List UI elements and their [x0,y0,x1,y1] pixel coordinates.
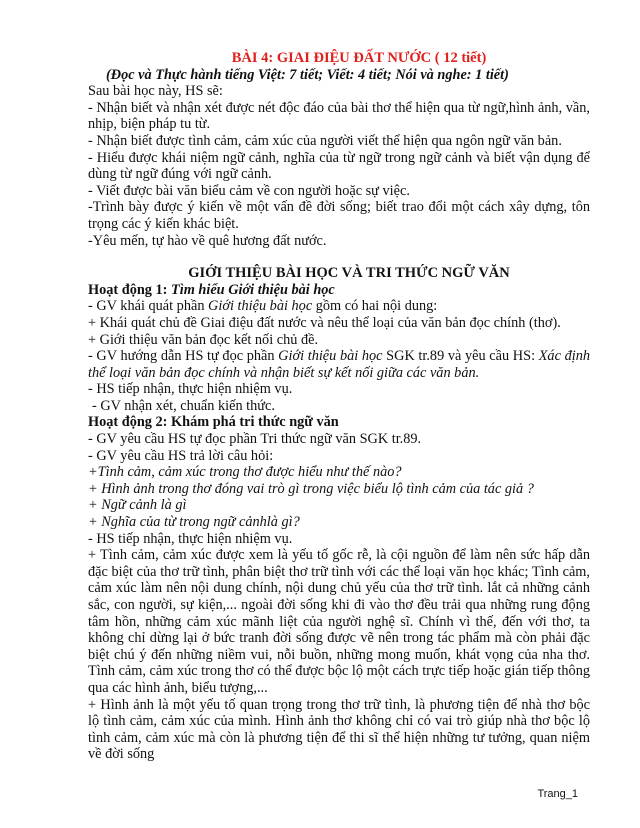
text-span: - GV khái quát phần [88,298,209,315]
activity-2-question: + Nghĩa của từ trong ngữ cảnhlà gì? [88,514,300,531]
text-span-italic: Giới thiệu bài học [278,348,383,365]
activity-2-question: + Hình ảnh trong thơ đóng vai trò gì trong việc biểu lộ tình cảm của tác giả ? [88,480,534,497]
text-span: gồm có hai nội dung: [312,298,438,315]
activity-1-line: + Giới thiệu văn bản đọc kết nối chủ đề. [88,331,319,348]
activity-2-paragraph: + Tình cảm, cảm xúc được xem là yếu tố gốc rễ, là cội nguồn để làm nên sức hấp dẫn đặc biệt của thơ trữ tình, phân biệt thơ trữ tình với các thể loại văn học khác; Tình cảm, cảm xúc làm nên nội dung chính, nội dung chủ yếu của thơ trữ tình. lắt cả những cảnh sắc, con người, sự kiện,... ngoài đời sống khi đi vào thơ đều trải qua những rung động tâm hồn, những cảm xúc mãnh liệt của người nghệ sĩ. Chính vì thế, đến với thơ, ta không chỉ dừng lại ở bức tranh đời sống được vẽ nên trong tác phẩm mà còn phải đặc biệt chú ý đến những niềm vui, nỗi buồn, những mong muốn, khát vọng của nha thơ. Tình cảm, cảm xúc trong thơ có thể được bộc lộ một cách trực tiếp hoặc gián tiếp thông qua các hình ảnh, biểu tượng,... [88,547,590,696]
objective-line: Sau bài học này, HS sẽ: [88,83,223,100]
lesson-subtitle: (Đọc và Thực hành tiếng Việt: 7 tiết; Viết: 4 tiết; Nói và nghe: 1 tiết) [106,66,509,83]
activity-2-line: - HS tiếp nhận, thực hiện nhiệm vụ. [88,530,293,547]
objective-line: -Trình bày được ý kiến về một vấn đề đời sống; biết trao đổi một cách xây dựng, tôn trọng các ý kiến khác biệt. [88,199,590,232]
text-span: - GV hướng dẫn HS tự đọc phần [88,348,279,365]
objective-line: - Nhận biết và nhận xét được nét độc đáo của bài thơ thể hiện qua từ ngữ,hình ảnh, vần, nhịp, biện pháp tu từ. [88,99,590,133]
activity-1-line: - HS tiếp nhận, thực hiện nhiệm vụ. [88,381,293,398]
activity-1-heading-label: Hoạt động 1: [88,281,172,298]
activity-2-paragraph: + Hình ảnh là một yếu tố quan trọng trong thơ trữ tình, là phương tiện để nhà thơ bộc lộ tình cảm, cảm xúc của mình. Hình ảnh thơ không chỉ có vai trò giúp nhà thơ bộc lộ tình cảm, cảm xúc mà còn là phương tiện để thi sĩ thể hiện những tư tưởng, quan niệm về đời sống [88,696,590,763]
activity-1 [88,282,590,415]
objectives-list [88,83,590,249]
activity-2-question: +Tình cảm, cảm xúc trong thơ được hiểu như thế nào? [88,464,402,481]
page-number: Trang_1 [537,788,578,800]
activity-1-line [88,298,590,315]
objective-line: - Nhận biết được tình cảm, cảm xúc của người viết thể hiện qua ngôn ngữ văn bản. [88,132,562,149]
activity-1-heading-italic: Tìm hiểu Giới thiệu bài học [171,281,335,298]
lesson-title: BÀI 4: GIAI ĐIỆU ĐẤT NƯỚC ( 12 tiết) [231,50,487,66]
activity-2-heading: Hoạt động 2: Khám phá tri thức ngữ văn [88,414,339,431]
activity-2 [88,414,590,762]
activity-1-line: - GV nhận xét, chuẩn kiến thức. [92,397,275,414]
activity-2-question: + Ngữ cảnh là gì [88,497,187,514]
activity-1-line [88,348,590,381]
objective-line: - Viết được bài văn biểu cảm về con người hoặc sự việc. [88,182,410,199]
document-page [88,50,590,763]
section-title: GIỚI THIỆU BÀI HỌC VÀ TRI THỨC NGỮ VĂN [188,265,510,282]
activity-1-line: + Khái quát chủ đề Giai điệu đất nước và nêu thể loại của văn bản đọc chính (thơ). [88,314,561,331]
text-span: SGK tr.89 và yêu cầu HS: [382,348,539,365]
objective-line: -Yêu mến, tự hào về quê hương đất nước. [88,232,327,249]
text-span-italic: Xác định thể loại văn bản đọc chính và nhận biết sự kết nối giữa các văn bản. [88,348,590,381]
activity-1-heading [88,282,590,299]
objective-line: - Hiểu được khái niệm ngữ cảnh, nghĩa của từ ngữ trong ngữ cảnh và biết vận dụng để dùng từ ngữ đúng với ngữ cảnh. [88,149,590,183]
text-span-italic: Giới thiệu bài học [208,298,313,315]
activity-2-line: - GV yêu cầu HS trả lời câu hỏi: [88,447,274,464]
activity-2-line: - GV yêu cầu HS tự đọc phần Tri thức ngữ văn SGK tr.89. [88,431,422,448]
